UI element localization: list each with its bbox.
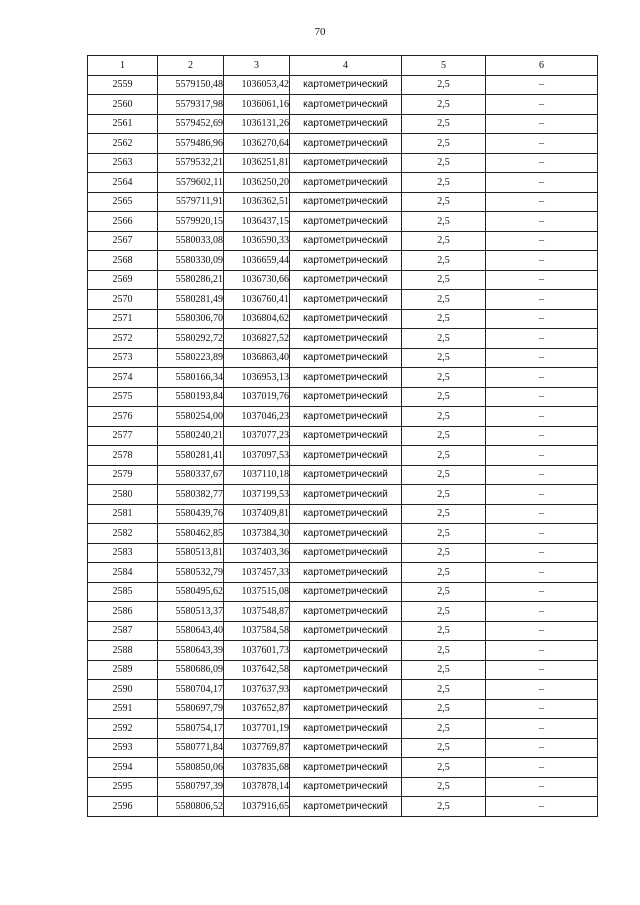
method-cell: картометрический [290,777,402,797]
method-cell: картометрический [290,426,402,446]
x-coordinate-cell: 5580462,85 [158,524,224,544]
table-row [88,777,598,797]
method-cell: картометрический [290,290,402,310]
x-coordinate-cell: 5580166,34 [158,368,224,388]
method-cell: картометрический [290,95,402,115]
method-cell: картометрический [290,231,402,251]
accuracy-cell: 2,5 [402,543,486,563]
note-cell: – [486,719,598,739]
table-row [88,621,598,641]
point-number-cell: 2582 [88,524,158,544]
table-row [88,602,598,622]
point-number-cell: 2580 [88,485,158,505]
note-cell: – [486,426,598,446]
y-coordinate-cell: 1036131,26 [224,114,290,134]
table-row [88,95,598,115]
accuracy-cell: 2,5 [402,153,486,173]
table-row [88,231,598,251]
point-number-cell: 2563 [88,153,158,173]
method-cell: картометрический [290,173,402,193]
table-row [88,504,598,524]
table-row [88,563,598,583]
accuracy-cell: 2,5 [402,212,486,232]
note-cell: – [486,114,598,134]
note-cell: – [486,329,598,349]
point-number-cell: 2584 [88,563,158,583]
note-cell: – [486,446,598,466]
table-row [88,485,598,505]
table-row [88,407,598,427]
y-coordinate-cell: 1036053,42 [224,75,290,95]
point-number-cell: 2581 [88,504,158,524]
method-cell: картометрический [290,114,402,134]
point-number-cell: 2589 [88,660,158,680]
accuracy-cell: 2,5 [402,465,486,485]
accuracy-cell: 2,5 [402,407,486,427]
point-number-cell: 2570 [88,290,158,310]
accuracy-cell: 2,5 [402,699,486,719]
method-cell: картометрический [290,738,402,758]
x-coordinate-cell: 5580806,52 [158,797,224,817]
note-cell: – [486,251,598,271]
method-cell: картометрический [290,407,402,427]
y-coordinate-cell: 1037046,23 [224,407,290,427]
method-cell: картометрический [290,680,402,700]
accuracy-cell: 2,5 [402,524,486,544]
accuracy-cell: 2,5 [402,114,486,134]
note-cell: – [486,153,598,173]
note-cell: – [486,602,598,622]
x-coordinate-cell: 5580306,70 [158,309,224,329]
x-coordinate-cell: 5580697,79 [158,699,224,719]
accuracy-cell: 2,5 [402,348,486,368]
y-coordinate-cell: 1036863,40 [224,348,290,368]
y-coordinate-cell: 1037019,76 [224,387,290,407]
method-cell: картометрический [290,153,402,173]
x-coordinate-cell: 5579317,98 [158,95,224,115]
point-number-cell: 2559 [88,75,158,95]
x-coordinate-cell: 5580286,21 [158,270,224,290]
x-coordinate-cell: 5580033,08 [158,231,224,251]
table-row [88,192,598,212]
accuracy-cell: 2,5 [402,270,486,290]
note-cell: – [486,699,598,719]
note-cell: – [486,270,598,290]
column-header: 3 [224,56,290,76]
note-cell: – [486,192,598,212]
point-number-cell: 2576 [88,407,158,427]
x-coordinate-cell: 5580532,79 [158,563,224,583]
note-cell: – [486,134,598,154]
y-coordinate-cell: 1036251,81 [224,153,290,173]
accuracy-cell: 2,5 [402,192,486,212]
table-row [88,387,598,407]
accuracy-cell: 2,5 [402,680,486,700]
x-coordinate-cell: 5580513,81 [158,543,224,563]
x-coordinate-cell: 5580643,39 [158,641,224,661]
point-number-cell: 2577 [88,426,158,446]
note-cell: – [486,738,598,758]
y-coordinate-cell: 1036804,62 [224,309,290,329]
x-coordinate-cell: 5580513,37 [158,602,224,622]
method-cell: картометрический [290,75,402,95]
accuracy-cell: 2,5 [402,309,486,329]
point-number-cell: 2594 [88,758,158,778]
y-coordinate-cell: 1037403,36 [224,543,290,563]
note-cell: – [486,95,598,115]
table-row [88,446,598,466]
method-cell: картометрический [290,563,402,583]
accuracy-cell: 2,5 [402,660,486,680]
method-cell: картометрический [290,329,402,349]
x-coordinate-cell: 5580240,21 [158,426,224,446]
y-coordinate-cell: 1036590,33 [224,231,290,251]
y-coordinate-cell: 1037548,87 [224,602,290,622]
column-header: 4 [290,56,402,76]
point-number-cell: 2590 [88,680,158,700]
y-coordinate-cell: 1036270,64 [224,134,290,154]
x-coordinate-cell: 5580771,84 [158,738,224,758]
table-row [88,75,598,95]
table-row [88,134,598,154]
table-header-row [88,56,598,76]
x-coordinate-cell: 5580754,17 [158,719,224,739]
y-coordinate-cell: 1037457,33 [224,563,290,583]
column-header: 6 [486,56,598,76]
y-coordinate-cell: 1037916,65 [224,797,290,817]
table-row [88,309,598,329]
method-cell: картометрический [290,251,402,271]
point-number-cell: 2595 [88,777,158,797]
accuracy-cell: 2,5 [402,641,486,661]
note-cell: – [486,563,598,583]
table-row [88,153,598,173]
accuracy-cell: 2,5 [402,231,486,251]
y-coordinate-cell: 1036730,66 [224,270,290,290]
y-coordinate-cell: 1037584,58 [224,621,290,641]
note-cell: – [486,524,598,544]
point-number-cell: 2560 [88,95,158,115]
table-row [88,348,598,368]
accuracy-cell: 2,5 [402,368,486,388]
x-coordinate-cell: 5579452,69 [158,114,224,134]
note-cell: – [486,797,598,817]
table-row [88,797,598,817]
method-cell: картометрический [290,641,402,661]
point-number-cell: 2587 [88,621,158,641]
method-cell: картометрический [290,134,402,154]
accuracy-cell: 2,5 [402,95,486,115]
table-row [88,290,598,310]
method-cell: картометрический [290,504,402,524]
point-number-cell: 2591 [88,699,158,719]
point-number-cell: 2573 [88,348,158,368]
note-cell: – [486,407,598,427]
x-coordinate-cell: 5580223,89 [158,348,224,368]
point-number-cell: 2561 [88,114,158,134]
x-coordinate-cell: 5579602,11 [158,173,224,193]
x-coordinate-cell: 5579532,21 [158,153,224,173]
x-coordinate-cell: 5579711,91 [158,192,224,212]
y-coordinate-cell: 1037601,73 [224,641,290,661]
x-coordinate-cell: 5580797,39 [158,777,224,797]
accuracy-cell: 2,5 [402,563,486,583]
method-cell: картометрический [290,192,402,212]
table-row [88,680,598,700]
point-number-cell: 2592 [88,719,158,739]
table-row [88,738,598,758]
point-number-cell: 2583 [88,543,158,563]
accuracy-cell: 2,5 [402,446,486,466]
accuracy-cell: 2,5 [402,621,486,641]
column-header: 1 [88,56,158,76]
accuracy-cell: 2,5 [402,777,486,797]
x-coordinate-cell: 5580495,62 [158,582,224,602]
x-coordinate-cell: 5580292,72 [158,329,224,349]
y-coordinate-cell: 1037769,87 [224,738,290,758]
table-row [88,641,598,661]
point-number-cell: 2572 [88,329,158,349]
y-coordinate-cell: 1037878,14 [224,777,290,797]
method-cell: картометрический [290,719,402,739]
column-header: 5 [402,56,486,76]
y-coordinate-cell: 1037097,53 [224,446,290,466]
point-number-cell: 2566 [88,212,158,232]
table-row [88,251,598,271]
table-row [88,212,598,232]
table-row [88,699,598,719]
x-coordinate-cell: 5580382,77 [158,485,224,505]
point-number-cell: 2586 [88,602,158,622]
method-cell: картометрический [290,582,402,602]
accuracy-cell: 2,5 [402,387,486,407]
note-cell: – [486,368,598,388]
method-cell: картометрический [290,465,402,485]
x-coordinate-cell: 5579150,48 [158,75,224,95]
accuracy-cell: 2,5 [402,797,486,817]
method-cell: картометрический [290,446,402,466]
method-cell: картометрический [290,621,402,641]
note-cell: – [486,75,598,95]
y-coordinate-cell: 1036827,52 [224,329,290,349]
y-coordinate-cell: 1037652,87 [224,699,290,719]
y-coordinate-cell: 1037637,93 [224,680,290,700]
note-cell: – [486,212,598,232]
x-coordinate-cell: 5580850,06 [158,758,224,778]
table-row [88,368,598,388]
accuracy-cell: 2,5 [402,75,486,95]
method-cell: картометрический [290,387,402,407]
table-row [88,543,598,563]
point-number-cell: 2569 [88,270,158,290]
y-coordinate-cell: 1037199,53 [224,485,290,505]
accuracy-cell: 2,5 [402,329,486,349]
note-cell: – [486,231,598,251]
accuracy-cell: 2,5 [402,719,486,739]
note-cell: – [486,621,598,641]
page-number: 70 [314,26,326,38]
accuracy-cell: 2,5 [402,251,486,271]
method-cell: картометрический [290,485,402,505]
y-coordinate-cell: 1037515,08 [224,582,290,602]
coordinates-table [87,55,598,817]
table-row [88,465,598,485]
y-coordinate-cell: 1036953,13 [224,368,290,388]
point-number-cell: 2567 [88,231,158,251]
note-cell: – [486,387,598,407]
y-coordinate-cell: 1037701,19 [224,719,290,739]
accuracy-cell: 2,5 [402,504,486,524]
point-number-cell: 2571 [88,309,158,329]
x-coordinate-cell: 5580193,84 [158,387,224,407]
note-cell: – [486,290,598,310]
note-cell: – [486,641,598,661]
y-coordinate-cell: 1037384,30 [224,524,290,544]
method-cell: картометрический [290,797,402,817]
x-coordinate-cell: 5580337,67 [158,465,224,485]
y-coordinate-cell: 1036760,41 [224,290,290,310]
point-number-cell: 2585 [88,582,158,602]
y-coordinate-cell: 1036437,15 [224,212,290,232]
note-cell: – [486,504,598,524]
point-number-cell: 2579 [88,465,158,485]
y-coordinate-cell: 1037077,23 [224,426,290,446]
note-cell: – [486,543,598,563]
accuracy-cell: 2,5 [402,426,486,446]
x-coordinate-cell: 5579486,96 [158,134,224,154]
table-row [88,270,598,290]
x-coordinate-cell: 5580281,41 [158,446,224,466]
note-cell: – [486,348,598,368]
point-number-cell: 2588 [88,641,158,661]
note-cell: – [486,777,598,797]
note-cell: – [486,309,598,329]
y-coordinate-cell: 1037409,81 [224,504,290,524]
accuracy-cell: 2,5 [402,602,486,622]
method-cell: картометрический [290,309,402,329]
table-row [88,758,598,778]
y-coordinate-cell: 1036250,20 [224,173,290,193]
method-cell: картометрический [290,348,402,368]
note-cell: – [486,582,598,602]
column-header: 2 [158,56,224,76]
point-number-cell: 2593 [88,738,158,758]
method-cell: картометрический [290,660,402,680]
point-number-cell: 2565 [88,192,158,212]
note-cell: – [486,465,598,485]
y-coordinate-cell: 1036659,44 [224,251,290,271]
y-coordinate-cell: 1036061,16 [224,95,290,115]
point-number-cell: 2562 [88,134,158,154]
point-number-cell: 2568 [88,251,158,271]
point-number-cell: 2575 [88,387,158,407]
note-cell: – [486,485,598,505]
method-cell: картометрический [290,758,402,778]
accuracy-cell: 2,5 [402,758,486,778]
x-coordinate-cell: 5580704,17 [158,680,224,700]
table-row [88,173,598,193]
point-number-cell: 2578 [88,446,158,466]
method-cell: картометрический [290,699,402,719]
point-number-cell: 2596 [88,797,158,817]
accuracy-cell: 2,5 [402,290,486,310]
x-coordinate-cell: 5580439,76 [158,504,224,524]
point-number-cell: 2564 [88,173,158,193]
x-coordinate-cell: 5580643,40 [158,621,224,641]
table-row [88,524,598,544]
y-coordinate-cell: 1037110,18 [224,465,290,485]
note-cell: – [486,660,598,680]
table-row [88,329,598,349]
accuracy-cell: 2,5 [402,485,486,505]
method-cell: картометрический [290,524,402,544]
x-coordinate-cell: 5579920,15 [158,212,224,232]
table-row [88,660,598,680]
table-row [88,582,598,602]
y-coordinate-cell: 1036362,51 [224,192,290,212]
x-coordinate-cell: 5580330,09 [158,251,224,271]
method-cell: картометрический [290,602,402,622]
x-coordinate-cell: 5580281,49 [158,290,224,310]
method-cell: картометрический [290,543,402,563]
accuracy-cell: 2,5 [402,738,486,758]
y-coordinate-cell: 1037642,58 [224,660,290,680]
accuracy-cell: 2,5 [402,173,486,193]
x-coordinate-cell: 5580254,00 [158,407,224,427]
note-cell: – [486,680,598,700]
note-cell: – [486,173,598,193]
table-row [88,719,598,739]
x-coordinate-cell: 5580686,09 [158,660,224,680]
method-cell: картометрический [290,368,402,388]
table-row [88,114,598,134]
accuracy-cell: 2,5 [402,134,486,154]
accuracy-cell: 2,5 [402,582,486,602]
y-coordinate-cell: 1037835,68 [224,758,290,778]
note-cell: – [486,758,598,778]
table-row [88,426,598,446]
method-cell: картометрический [290,212,402,232]
method-cell: картометрический [290,270,402,290]
point-number-cell: 2574 [88,368,158,388]
